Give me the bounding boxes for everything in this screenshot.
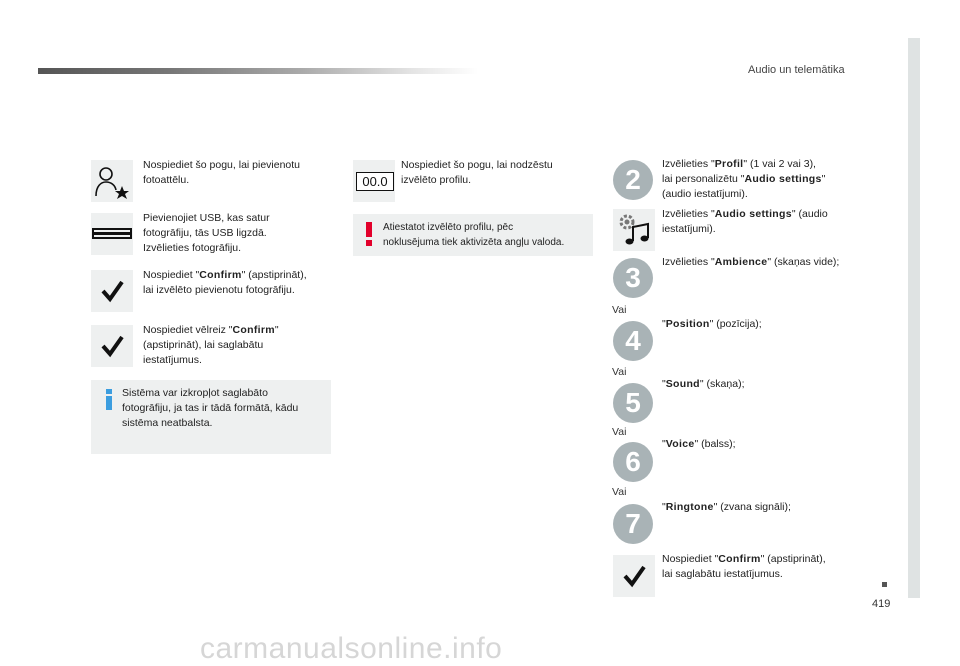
add-photo-icon <box>91 160 133 202</box>
confirm-add-text: Nospiediet "Confirm" (apstiprināt), lai izvēlēto pievienotu fotogrāfiju. <box>143 269 307 296</box>
step-7-text: "Ringtone" (zvana signāli); <box>662 501 791 513</box>
info-icon <box>103 388 115 410</box>
step-6-text: "Voice" (balss); <box>662 438 736 450</box>
info-note: Sistēma var izkropļot saglabāto fotogrāfiju, ja tas ir tādā formātā, kādu sistēma neatbalsta. <box>91 380 331 454</box>
reset-profile-text: Nospiediet šo pogu, lai nodzēstu izvēlēto profilu. <box>401 159 553 186</box>
reset-display-icon: 00.0 <box>353 160 395 202</box>
step-5-text: "Sound" (skaņa); <box>662 378 745 390</box>
header-gradient-bar <box>38 68 478 74</box>
step-3-badge: 3 <box>613 258 653 298</box>
step-3-text: Izvēlieties "Ambience" (skaņas vide); <box>662 256 840 268</box>
step-2-text: Izvēlieties "Profil" (1 vai 2 vai 3), lai personalizētu "Audio settings" (audio iestatījumi). <box>662 158 826 200</box>
warning-note: Atiestatot izvēlēto profilu, pēc noklusējuma tiek aktivizēta angļu valoda. <box>353 214 593 256</box>
confirm-settings-text: Nospiediet "Confirm" (apstiprināt), lai saglabātu iestatījumus. <box>662 553 826 580</box>
warning-icon <box>365 222 373 248</box>
step-6-badge: 6 <box>613 442 653 482</box>
or-label: Vai <box>612 486 627 498</box>
step-4-text: "Position" (pozīcija); <box>662 318 762 330</box>
or-label: Vai <box>612 304 627 316</box>
usb-icon <box>91 213 133 255</box>
checkmark-icon <box>91 325 133 367</box>
step-4-badge: 4 <box>613 321 653 361</box>
step-7-badge: 7 <box>613 504 653 544</box>
add-photo-text: Nospiediet šo pogu, lai pievienotu fotoattēlu. <box>143 159 301 186</box>
or-label: Vai <box>612 366 627 378</box>
step-2-badge: 2 <box>613 160 653 200</box>
page-marker <box>882 582 887 587</box>
section-title: Audio un telemātika <box>748 64 845 76</box>
side-tab-strip <box>908 38 920 598</box>
watermark: carmanualsonline.info <box>200 632 503 665</box>
page-number: 419 <box>872 598 891 610</box>
checkmark-icon <box>613 555 655 597</box>
audio-settings-icon <box>613 209 655 251</box>
checkmark-icon <box>91 270 133 312</box>
usb-text: Pievienojiet USB, kas satur fotogrāfiju, tās USB ligzdā. Izvēlieties fotogrāfiju. <box>143 212 270 254</box>
step-5-badge: 5 <box>613 383 653 423</box>
or-label: Vai <box>612 426 627 438</box>
confirm-save-text: Nospiediet vēlreiz "Confirm" (apstiprināt), lai saglabātu iestatījumus. <box>143 324 279 366</box>
audio-settings-text: Izvēlieties "Audio settings" (audio iestatījumi). <box>662 208 828 235</box>
